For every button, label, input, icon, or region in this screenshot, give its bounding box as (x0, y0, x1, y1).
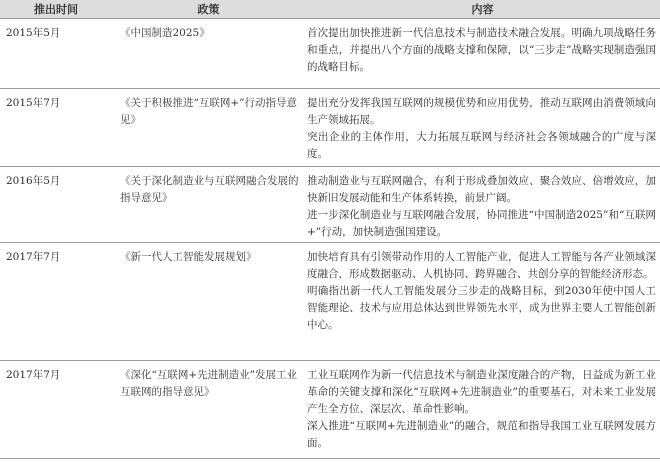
content-paragraph: 提出充分发挥我国互联网的规模优势和应用优势，推动互联网由消费领域向生产领域拓展。 (307, 96, 656, 126)
header-date: 推出时间 (0, 0, 112, 18)
row-policy: 《关于积极推进“互联网+”行动指导意见》 (120, 96, 298, 126)
content-paragraph: 工业互联网作为新一代信息技术与制造业深度融合的产物，日益成为新工业革命的关键支撑和深化“互联网+先进制造业”的重要基石，对未来工业发展产生全方位、深层次、革命性影响。 (307, 368, 656, 415)
row-policy: 《深化“互联网+先进制造业”发展工业互联网的指导意见》 (120, 368, 298, 398)
row-content (305, 360, 660, 458)
row-date: 2017年7月 (6, 250, 61, 263)
content-paragraph: 进一步深化制造业与互联网融合发展，协同推进“中国制造2025”和“互联网+”行动，加快制造强国建设。 (307, 208, 656, 238)
content-paragraph: 明确指出新一代人工智能发展分三步走的战略目标，到2030年使中国人工智能理论、技术与应用总体达到世界领先水平，成为世界主要人工智能创新中心。 (307, 284, 656, 331)
row-date: 2015年7月 (6, 96, 61, 109)
table-row (0, 360, 660, 458)
row-content (305, 242, 660, 360)
table-row (0, 88, 660, 166)
row-date: 2016年5月 (6, 174, 61, 187)
table-row (0, 242, 660, 360)
row-content (305, 18, 660, 88)
row-content (305, 166, 660, 242)
table-row (0, 166, 660, 242)
content-paragraph: 突出企业的主体作用，大力拓展互联网与经济社会各领域融合的广度与深度。 (307, 130, 656, 160)
row-date: 2015年5月 (6, 26, 61, 39)
row-policy: 《新一代人工智能发展规划》 (120, 250, 257, 263)
header-policy: 政策 (112, 0, 305, 18)
content-paragraph: 推动制造业与互联网融合，有利于形成叠加效应、聚合效应、倍增效应，加快新旧发展动能和生产体系转换，前景广阔。 (307, 174, 656, 204)
row-date: 2017年7月 (6, 368, 61, 381)
row-content (305, 88, 660, 166)
content-paragraph: 加快培育具有引领带动作用的人工智能产业，促进人工智能与各产业领域深度融合，形成数据驱动、人机协同、跨界融合、共创分享的智能经济形态。 (307, 250, 656, 280)
content-paragraph: 深入推进“互联网+先进制造业”的融合，规范和指导我国工业互联网发展方面。 (307, 419, 656, 449)
content-paragraph: 首次提出加快推进新一代信息技术与制造技术融合发展。明确九项战略任务和重点，并提出八个方面的战略支撑和保障，以“三步走”战略实现制造强国的战略目标。 (307, 26, 656, 73)
table-header (0, 0, 660, 18)
row-policy: 《中国制造2025》 (120, 26, 210, 39)
row-policy: 《关于深化制造业与互联网融合发展的指导意见》 (120, 174, 299, 204)
header-content: 内容 (305, 0, 660, 18)
table-row (0, 18, 660, 88)
